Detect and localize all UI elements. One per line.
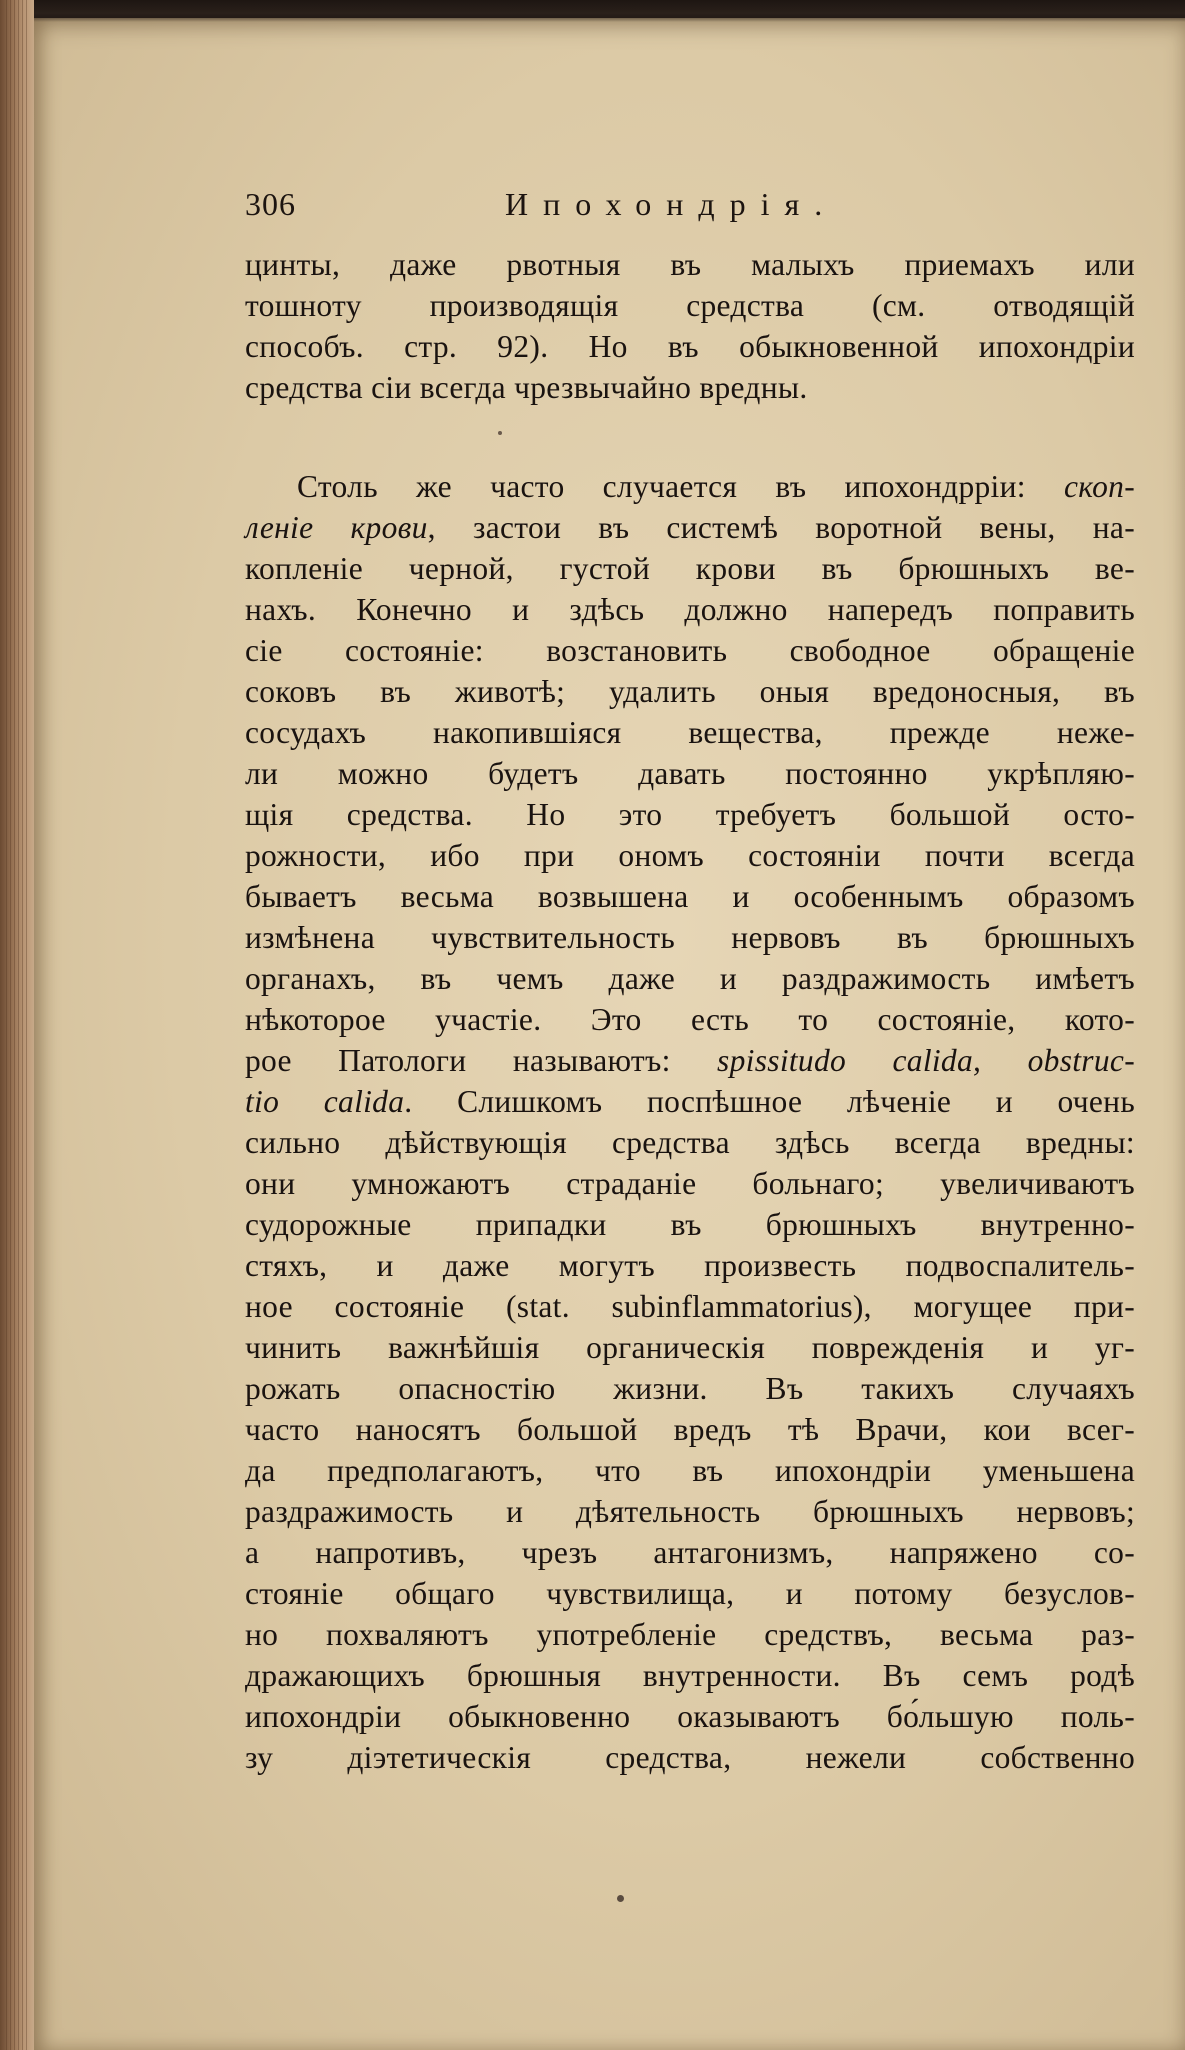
text-line: измѣнена чувствительность нервовъ въ брюшныхъ — [245, 920, 1135, 955]
text-line: судорожные припадки въ брюшныхъ внутренно- — [245, 1207, 1135, 1242]
text-line — [245, 507, 1135, 548]
text-line: чинить важнѣйшія органическія поврежденія и уг- — [245, 1330, 1135, 1365]
page-header — [245, 186, 1105, 234]
text-line: дражающихъ брюшныя внутренности. Въ семъ родѣ — [245, 1658, 1135, 1693]
italic-span: tio calida — [245, 1084, 405, 1119]
text-line: сіе состояніе: возстановить свободное обращеніе — [245, 633, 1135, 668]
text-line — [245, 1081, 1135, 1122]
paragraph-gap — [245, 408, 1135, 466]
text-line: часто наносятъ большой вредъ тѣ Врачи, кои всег- — [245, 1412, 1135, 1447]
text-span: , застои въ системѣ воротной вены, на- — [427, 510, 1135, 545]
text-line: способъ. стр. 92). Но въ обыкновенной ипохондріи — [245, 329, 1135, 364]
text-line: средства сіи всегда чрезвычайно вредны. — [245, 370, 808, 405]
page-top-shadow — [34, 0, 1185, 22]
ink-speck — [498, 431, 502, 435]
page-number: 306 — [245, 186, 296, 222]
text-line: стяхъ, и даже могутъ произвесть подвоспалитель- — [245, 1248, 1135, 1283]
text-line: органахъ, въ чемъ даже и раздражимость имѣетъ — [245, 961, 1135, 996]
text-line: зу діэтетическія средства, нежели собственно — [245, 1740, 1135, 1775]
text-line: а напротивъ, чрезъ антагонизмъ, напряжено со- — [245, 1535, 1135, 1570]
text-line: ипохондріи обыкновенно оказываютъ бо́льшую поль- — [245, 1699, 1135, 1734]
text-line: цинты, даже рвотныя въ малыхъ приемахъ или — [245, 247, 1135, 282]
text-line: раздражимость и дѣятельность брюшныхъ нервовъ; — [245, 1494, 1135, 1529]
page-edge-texture — [6, 0, 30, 2050]
text-line: щія средства. Но это требуетъ большой осто- — [245, 797, 1135, 832]
text-line: копленіе черной, густой крови въ брюшныхъ ве- — [245, 551, 1135, 586]
body-text — [245, 244, 1135, 1778]
text-line: сосудахъ накопившіяся вещества, прежде неже- — [245, 715, 1135, 750]
text-line: бываетъ весьма возвышена и особеннымъ образомъ — [245, 879, 1135, 914]
text-line: нѣкоторое участіе. Это есть то состояніе, кото- — [245, 1002, 1135, 1037]
text-line: стояніе общаго чувствилища, и потому безуслов- — [245, 1576, 1135, 1611]
text-line: они умножаютъ страданіе больнаго; увеличиваютъ — [245, 1166, 1135, 1201]
running-title: Ипохондрія. — [505, 186, 838, 222]
text-line: да предполагаютъ, что въ ипохондріи уменьшена — [245, 1453, 1135, 1488]
text-line: но похваляютъ употребленіе средствъ, весьма раз- — [245, 1617, 1135, 1652]
ink-speck — [617, 1895, 624, 1902]
text-line: нахъ. Конечно и здѣсь должно напередъ поправить — [245, 592, 1135, 627]
text-line: сильно дѣйствующія средства здѣсь всегда вредны: — [245, 1125, 1135, 1160]
text-span: . Слишкомъ поспѣшное лѣченіе и очень — [404, 1084, 1135, 1119]
text-line: рожности, ибо при ономъ состояніи почти всегда — [245, 838, 1135, 873]
italic-span: леніе крови — [245, 510, 428, 545]
text-line: тошноту производящія средства (см. отводящій — [245, 288, 1135, 323]
italic-span: spissitudo calida, obstruc- — [717, 1043, 1135, 1078]
text-line: соковъ въ животѣ; удалить оныя вредоносныя, въ — [245, 674, 1135, 709]
text-span: Столь же часто случается въ ипохондрріи: — [297, 469, 1064, 504]
text-line — [245, 1040, 1135, 1081]
text-line: рожать опасностію жизни. Въ такихъ случаяхъ — [245, 1371, 1135, 1406]
italic-span: скоп- — [1063, 469, 1135, 504]
text-line: ное состояніе (stat. subinflammatorius), могущее при- — [245, 1289, 1135, 1324]
text-span: рое Патологи называютъ: — [245, 1043, 718, 1078]
text-line — [245, 466, 1135, 507]
text-line: ли можно будетъ давать постоянно укрѣпляю- — [245, 756, 1135, 791]
